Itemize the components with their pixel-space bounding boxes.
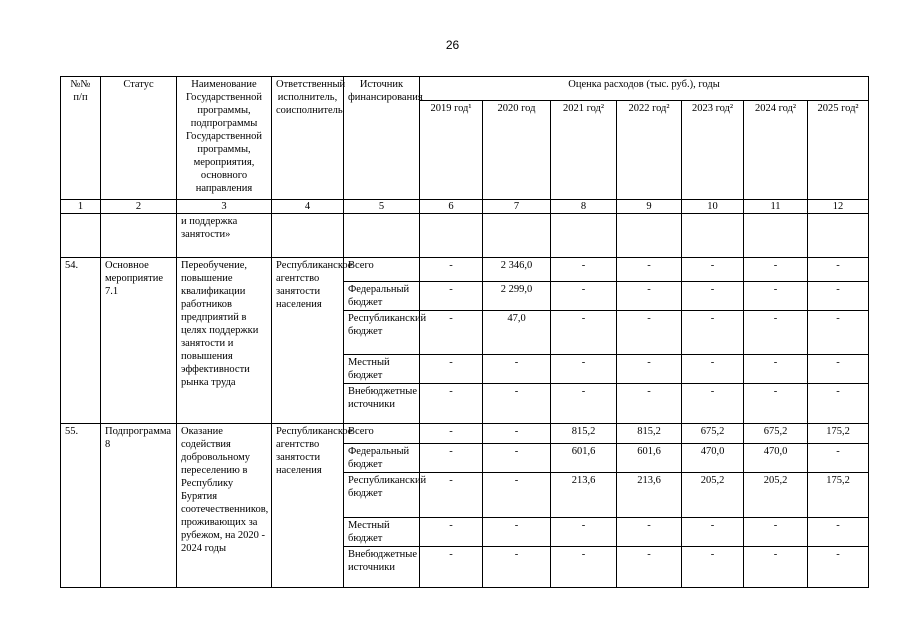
expense-value: - [420,547,483,588]
expense-value: - [420,258,483,282]
funding-source: Федеральный бюджет [344,282,420,311]
expense-value: - [420,444,483,473]
header-source: Источник финансирования [344,77,420,200]
expense-table [60,76,869,588]
header-year: 2020 год [483,101,551,200]
expense-value: - [744,282,808,311]
expense-value: - [483,384,551,424]
column-number: 8 [551,200,617,214]
expense-value: - [420,355,483,384]
expense-value: - [808,547,869,588]
item-status: Основное мероприятие 7.1 [101,258,177,424]
expense-value: - [483,355,551,384]
header-year: 2024 год² [744,101,808,200]
item-name: Оказание содействия добровольному переселению в Республику Бурятия соотечественников, проживающих за рубежом, на 2020 - 2024 годы [177,424,272,588]
expense-value: 815,2 [551,424,617,444]
expense-value: - [808,355,869,384]
item-status: Подпрограмма 8 [101,424,177,588]
expense-value: 2 299,0 [483,282,551,311]
expense-value: - [744,518,808,547]
expense-value: 205,2 [682,473,744,518]
expense-value: 47,0 [483,311,551,355]
expense-value: - [682,311,744,355]
expense-value: - [682,355,744,384]
cont-cell-4 [272,214,344,258]
funding-source: Местный бюджет [344,355,420,384]
expense-value: 175,2 [808,473,869,518]
cont-cell-2 [101,214,177,258]
header-status: Статус [101,77,177,200]
expense-value: - [420,384,483,424]
expense-value: - [808,444,869,473]
expense-value: 470,0 [744,444,808,473]
funding-source: Республиканский бюджет [344,311,420,355]
item-name: Переобучение, повышение квалификации работников предприятий в целях поддержки занятости и повышения эффективности рынка труда [177,258,272,424]
column-number: 7 [483,200,551,214]
table-row [61,424,869,444]
expense-value: - [420,311,483,355]
expense-value: - [420,518,483,547]
column-number: 3 [177,200,272,214]
expense-value: - [808,518,869,547]
expense-value: - [483,547,551,588]
expense-value: - [808,258,869,282]
continuation-text: и поддержка занятости» [177,214,272,258]
expense-value: - [551,311,617,355]
funding-source: Всего [344,258,420,282]
expense-value: 815,2 [617,424,682,444]
header-year: 2019 год¹ [420,101,483,200]
header-year: 2021 год² [551,101,617,200]
expense-value: - [617,547,682,588]
expense-value: - [551,384,617,424]
column-number: 2 [101,200,177,214]
expense-value: 213,6 [617,473,682,518]
expense-value: - [682,258,744,282]
header-cost: Оценка расходов (тыс. руб.), годы [420,77,869,101]
column-number: 9 [617,200,682,214]
expense-value: - [682,282,744,311]
header-year: 2022 год² [617,101,682,200]
expense-value: - [808,282,869,311]
expense-value: - [617,518,682,547]
column-number: 1 [61,200,101,214]
item-responsible: Республиканское агентство занятости населения [272,258,344,424]
expense-value: - [744,355,808,384]
expense-value: 205,2 [744,473,808,518]
funding-source: Федеральный бюджет [344,444,420,473]
expense-value: - [682,518,744,547]
header-num: №№ п/п [61,77,101,200]
expense-value: 601,6 [617,444,682,473]
expense-value: - [420,473,483,518]
expense-value: - [483,518,551,547]
cont-cell-5 [344,214,420,258]
expense-value: - [744,311,808,355]
expense-value: - [483,473,551,518]
funding-source: Республиканский бюджет [344,473,420,518]
expense-value: 2 346,0 [483,258,551,282]
expense-value: 213,6 [551,473,617,518]
column-number: 11 [744,200,808,214]
expense-value: 675,2 [682,424,744,444]
funding-source: Всего [344,424,420,444]
column-number: 6 [420,200,483,214]
expense-value: 175,2 [808,424,869,444]
expense-value: - [551,547,617,588]
column-number: 12 [808,200,869,214]
expense-value: - [617,258,682,282]
expense-value: - [420,424,483,444]
column-number: 10 [682,200,744,214]
table-row [61,258,869,282]
expense-value: - [551,518,617,547]
expense-value: - [617,282,682,311]
funding-source: Внебюджетные источники [344,547,420,588]
expense-value: 675,2 [744,424,808,444]
funding-source: Местный бюджет [344,518,420,547]
column-number: 4 [272,200,344,214]
header-responsible: Ответственный исполнитель, соисполнитель [272,77,344,200]
header-year: 2023 год² [682,101,744,200]
expense-value: - [617,355,682,384]
item-number: 54. [61,258,101,424]
expense-value: - [483,444,551,473]
funding-source: Внебюджетные источники [344,384,420,424]
expense-value: - [551,355,617,384]
item-responsible: Республиканское агентство занятости населения [272,424,344,588]
cont-cell-1 [61,214,101,258]
expense-value: 470,0 [682,444,744,473]
expense-value: - [551,258,617,282]
expense-value: 601,6 [551,444,617,473]
column-number: 5 [344,200,420,214]
expense-value: - [808,311,869,355]
header-name: Наименование Государственной программы, подпрограммы Государственной программы, мероприятия, основного направления [177,77,272,200]
item-number: 55. [61,424,101,588]
expense-value: - [617,384,682,424]
expense-value: - [483,424,551,444]
expense-value: - [744,384,808,424]
expense-value: - [682,547,744,588]
expense-value: - [617,311,682,355]
expense-value: - [682,384,744,424]
expense-value: - [808,384,869,424]
page-number: 26 [445,38,460,52]
expense-value: - [420,282,483,311]
expense-value: - [744,547,808,588]
header-year: 2025 год² [808,101,869,200]
expense-value: - [744,258,808,282]
expense-value: - [551,282,617,311]
